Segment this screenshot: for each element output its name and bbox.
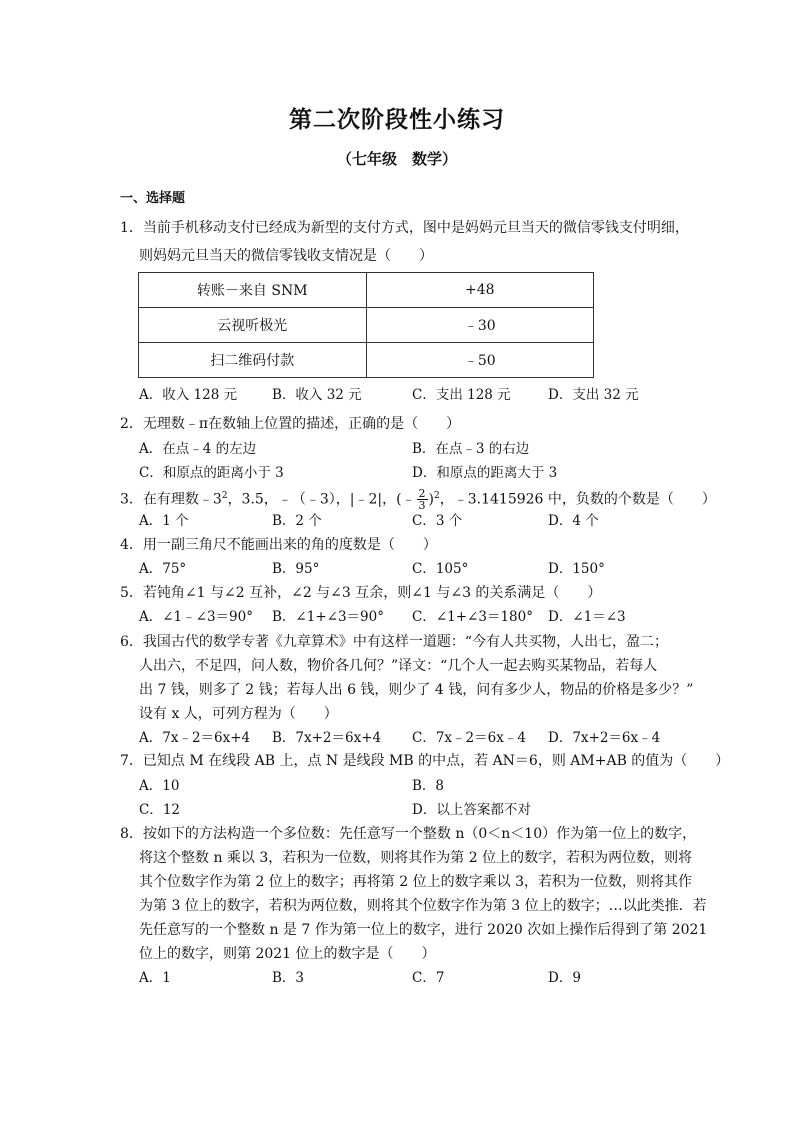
q1-stem-line1: 1．当前手机移动支付已经成为新型的支付方式，图中是妈妈元旦当天的微信零钱支付明细，: [120, 220, 689, 236]
table-cell: ﹣50: [366, 343, 594, 378]
q6-stem-line2: 人出六，不足四，问人数，物价各几何？”译文：“几个人一起去购买某物品，若每人: [139, 658, 658, 674]
q5-option-a: A．∠1﹣∠3＝90°: [139, 609, 253, 625]
table-cell: 扫二维码付款: [139, 343, 367, 378]
q7-option-c: C．12: [139, 802, 181, 818]
q5-option-c: C．∠1+∠3＝180°: [412, 609, 533, 625]
q6-option-c: C．7x﹣2＝6x﹣4: [412, 730, 526, 746]
q6-option-d: D．7x+2＝6x﹣4: [548, 730, 661, 746]
q4-option-a: A．75°: [139, 561, 187, 577]
q8-option-c: C．7: [412, 970, 445, 986]
q1-option-b: B．收入 32 元: [272, 387, 362, 403]
q3-stem-post: ，﹣3.1415926 中，负数的个数是（ ）: [439, 491, 716, 508]
q3-fraction: [417, 488, 428, 511]
q2-option-b: B．在点﹣3 的右边: [412, 441, 530, 457]
q4-option-d: D．150°: [548, 561, 605, 577]
table-cell: 云视听极光: [139, 308, 367, 343]
q7-option-d: D．以上答案都不对: [412, 802, 531, 818]
q3-stem-pre: 3．在有理数﹣3: [120, 491, 222, 508]
q1-option-d: D．支出 32 元: [548, 387, 639, 403]
section-heading: 一、选择题: [120, 191, 186, 206]
q3-fraction-numerator: 2: [418, 487, 426, 501]
q3-exponent-2: 2: [434, 491, 440, 501]
table-cell: ﹣30: [366, 308, 594, 343]
q7-stem: 7．已知点 M 在线段 AB 上，点 N 是线段 MB 的中点，若 AN＝6，则 AM+AB 的值为（ ）: [120, 753, 730, 769]
table-row: [139, 273, 594, 308]
q4-option-b: B．95°: [272, 561, 320, 577]
q6-stem-line4: 设有 x 人，可列方程为（ ）: [139, 706, 338, 722]
q8-stem-line2: 将这个整数 n 乘以 3，若积为一位数，则将其作为第 2 位上的数字，若积为两位数，则将: [139, 850, 693, 866]
q5-stem: 5．若钝角∠1 与∠2 互补，∠2 与∠3 互余，则∠1 与∠3 的关系满足（ ）: [120, 585, 602, 601]
q3-fraction-denominator: 3: [418, 499, 426, 513]
q2-option-c: C．和原点的距离小于 3: [139, 465, 284, 481]
q1-option-c: C．支出 128 元: [412, 387, 511, 403]
table-cell: 转账－来自 SNM: [139, 273, 367, 308]
q1-stem-line2: 则妈妈元旦当天的微信零钱收支情况是（ ）: [139, 248, 433, 264]
q2-option-a: A．在点﹣4 的左边: [139, 441, 257, 457]
q5-option-b: B．∠1+∠3＝90°: [272, 609, 384, 625]
q3-option-c: C．3 个: [412, 513, 463, 529]
q8-stem-line1: 8．按如下的方法构造一个多位数：先任意写一个整数 n（0＜n＜10）作为第一位上的数字，: [120, 826, 697, 842]
q4-option-c: C．105°: [412, 561, 469, 577]
q4-stem: 4．用一副三角尺不能画出来的角的度数是（ ）: [120, 537, 437, 553]
q3-option-b: B．2 个: [272, 513, 322, 529]
q3-stem: [120, 487, 716, 511]
q3-exponent: 2: [221, 491, 228, 501]
q3-option-d: D．4 个: [548, 513, 599, 529]
q2-option-d: D．和原点的距离大于 3: [412, 465, 558, 481]
table-row: [139, 343, 594, 378]
q3-option-a: A．1 个: [139, 513, 189, 529]
q7-option-b: B．8: [412, 778, 445, 794]
q3-stem-mid: ，3.5，﹣（﹣3），|﹣2|，(﹣: [227, 491, 416, 508]
q8-option-d: D．9: [548, 970, 581, 986]
q6-stem-line3: 出 7 钱，则多了 2 钱；若每人出 6 钱，则少了 4 钱，问有多少人，物品的价格是多少？”: [139, 682, 694, 698]
q7-option-a: A．10: [139, 778, 180, 794]
q8-stem-line5: 先任意写的一个整数 n 是 7 作为第一位上的数字，进行 2020 次如上操作后得到了第 2021: [139, 922, 708, 938]
q8-stem-line6: 位上的数字，则第 2021 位上的数字是（ ）: [139, 946, 436, 962]
table-cell: +48: [366, 273, 594, 308]
page-subtitle: （七年级 数学）: [336, 150, 457, 168]
q8-option-b: B．3: [272, 970, 305, 986]
q3-paren-close: ): [428, 491, 435, 508]
q8-option-a: A．1: [139, 970, 171, 986]
table-row: [139, 308, 594, 343]
payment-table: [138, 272, 594, 378]
q5-option-d: D．∠1＝∠3: [548, 609, 626, 625]
q1-option-a: A．收入 128 元: [139, 387, 238, 403]
q8-stem-line3: 其个位数字作为第 2 位上的数字；再将第 2 位上的数字乘以 3，若积为一位数，则将其作: [139, 874, 692, 890]
page-title: 第二次阶段性小练习: [289, 106, 505, 133]
q6-option-a: A．7x﹣2＝6x+4: [139, 730, 251, 746]
q6-option-b: B．7x+2＝6x+4: [272, 730, 382, 746]
q6-stem-line1: 6．我国古代的数学专著《九章算术》中有这样一道题：“今有人共买物，人出七，盈二；: [120, 634, 669, 650]
q2-stem: 2．无理数﹣π在数轴上位置的描述，正确的是（ ）: [120, 416, 461, 432]
q8-stem-line4: 为第 3 位上的数字，若积为两位数，则将其个位数字作为第 3 位上的数字；…以此类推．若: [139, 898, 707, 914]
